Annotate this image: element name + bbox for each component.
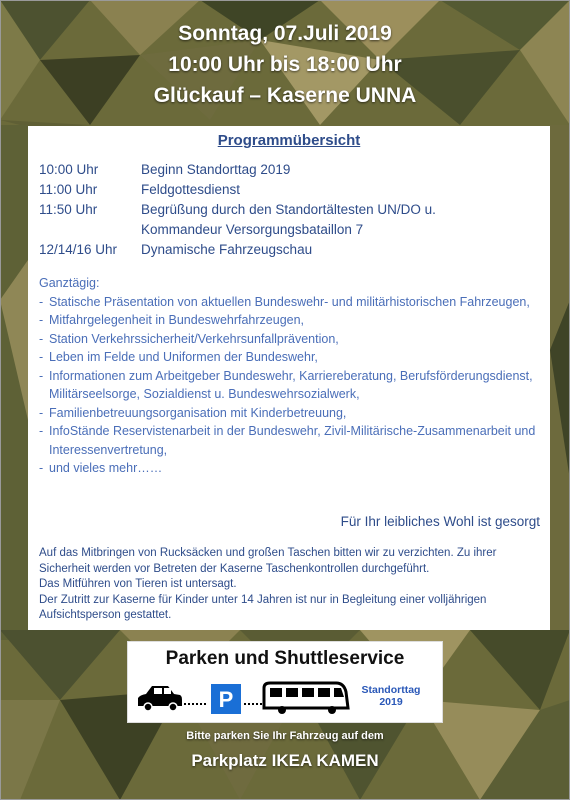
standorttag-label bbox=[350, 684, 432, 708]
list-item: - Familienbetreuungsorganisation mit Kinderbetreuung, bbox=[39, 405, 347, 420]
notice-children: Der Zutritt zur Kaserne für Kinder unter 14 Jahren ist nur in Begleitung einer volljährigen Aufsichtsperson gestattet. bbox=[39, 593, 487, 621]
program-title: Programmübersicht bbox=[217, 132, 361, 149]
list-item-text: InfoStände Reservistenarbeit in der Bundeswehr, Zivil-Militärische-Zusammenarbeit und Interessenvertretung, bbox=[49, 424, 536, 457]
list-item: - Informationen zum Arbeitgeber Bundeswehr, Karriereberatung, Berufsförderungsdienst, Militärseelsorge, Sozialdienst u. Bundeswehrsozialwerk, bbox=[39, 368, 533, 401]
schedule-row bbox=[39, 220, 539, 240]
catering-note: Für Ihr leibliches Wohl ist gesorgt bbox=[340, 514, 540, 529]
parking-title: Parken und Shuttleservice bbox=[165, 648, 405, 669]
list-item-text: Mitfahrgelegenheit in Bundeswehrfahrzeugen, bbox=[49, 313, 305, 327]
list-item: - InfoStände Reservistenarbeit in der Bundeswehr, Zivil-Militärische-Zusammenarbeit und Interessenvertretung, bbox=[39, 424, 536, 457]
schedule-list bbox=[39, 160, 539, 260]
schedule-desc: Begrüßung durch den Standortältesten UN/DO u. bbox=[141, 202, 436, 217]
notice-bags: Auf das Mitbringen von Rucksäcken und großen Taschen bitten wir zu verzichten. Zu ihrer Sicherheit werden vor Betreten der Kaserne Taschenkontrollen durchgeführt. bbox=[39, 547, 497, 575]
list-item: - Leben im Felde und Uniformen der Bundeswehr, bbox=[39, 350, 318, 364]
parking-sign-letter: P bbox=[218, 687, 234, 712]
standorttag-line1: Standorttag bbox=[361, 684, 421, 696]
notice-animals: Das Mitführen von Tieren ist untersagt. bbox=[39, 578, 237, 590]
program-panel bbox=[28, 126, 550, 630]
parking-sign-icon bbox=[211, 684, 241, 714]
event-hours: 10:00 Uhr bis 18:00 Uhr bbox=[168, 53, 402, 76]
list-item-text: Informationen zum Arbeitgeber Bundeswehr, Karriereberatung, Berufsförderungsdienst, Militärseelsorge, Sozialdienst u. Bundeswehrsozialwerk, bbox=[49, 368, 533, 401]
list-item: - Station Verkehrssicherheit/Verkehrsunfallprävention, bbox=[39, 331, 339, 346]
bus-icon bbox=[264, 683, 348, 714]
list-item: - Mitfahrgelegenheit in Bundeswehrfahrzeugen, bbox=[39, 313, 305, 327]
list-item-text: Statische Präsentation von aktuellen Bundeswehr- und militärhistorischen Fahrzeugen, bbox=[49, 294, 530, 309]
schedule-time: 12/14/16 Uhr bbox=[39, 242, 118, 257]
event-location: Glückauf – Kaserne UNNA bbox=[153, 84, 417, 107]
list-item-text: Station Verkehrssicherheit/Verkehrsunfallprävention, bbox=[49, 331, 339, 346]
schedule-time: 10:00 Uhr bbox=[39, 162, 99, 177]
schedule-row bbox=[39, 200, 539, 220]
schedule-desc: Feldgottesdienst bbox=[141, 182, 241, 197]
standorttag-line2: 2019 bbox=[379, 696, 403, 708]
list-item: - Statische Präsentation von aktuellen Bundeswehr- und militärhistorischen Fahrzeugen, bbox=[39, 294, 530, 309]
parking-location: Parkplatz IKEA KAMEN bbox=[191, 751, 379, 770]
schedule-time: 11:50 Uhr bbox=[39, 202, 98, 217]
schedule-desc: Beginn Standorttag 2019 bbox=[141, 162, 291, 177]
list-item-text: Leben im Felde und Uniformen der Bundeswehr, bbox=[49, 350, 318, 364]
visitor-notice bbox=[39, 546, 544, 624]
car-icon bbox=[138, 686, 182, 711]
schedule-desc: Dynamische Fahrzeugschau bbox=[141, 242, 313, 257]
list-item: - und vieles mehr…… bbox=[39, 461, 163, 475]
schedule-row bbox=[39, 160, 539, 180]
list-item-text: Familienbetreuungsorganisation mit Kinderbetreuung, bbox=[49, 405, 347, 420]
event-date: Sonntag, 07.Juli 2019 bbox=[178, 22, 392, 45]
event-header bbox=[0, 18, 570, 111]
parking-hint: Bitte parken Sie Ihr Fahrzeug auf dem bbox=[186, 730, 384, 742]
all-day-section bbox=[39, 274, 544, 478]
schedule-time: 11:00 Uhr bbox=[39, 182, 98, 197]
schedule-desc: Kommandeur Versorgungsbataillon 7 bbox=[141, 222, 364, 237]
list-item-text: und vieles mehr…… bbox=[49, 461, 163, 475]
schedule-row bbox=[39, 240, 539, 260]
schedule-row bbox=[39, 180, 539, 200]
schedule-time bbox=[39, 220, 141, 240]
all-day-heading: Ganztägig: bbox=[39, 276, 100, 290]
parking-box bbox=[127, 641, 443, 723]
